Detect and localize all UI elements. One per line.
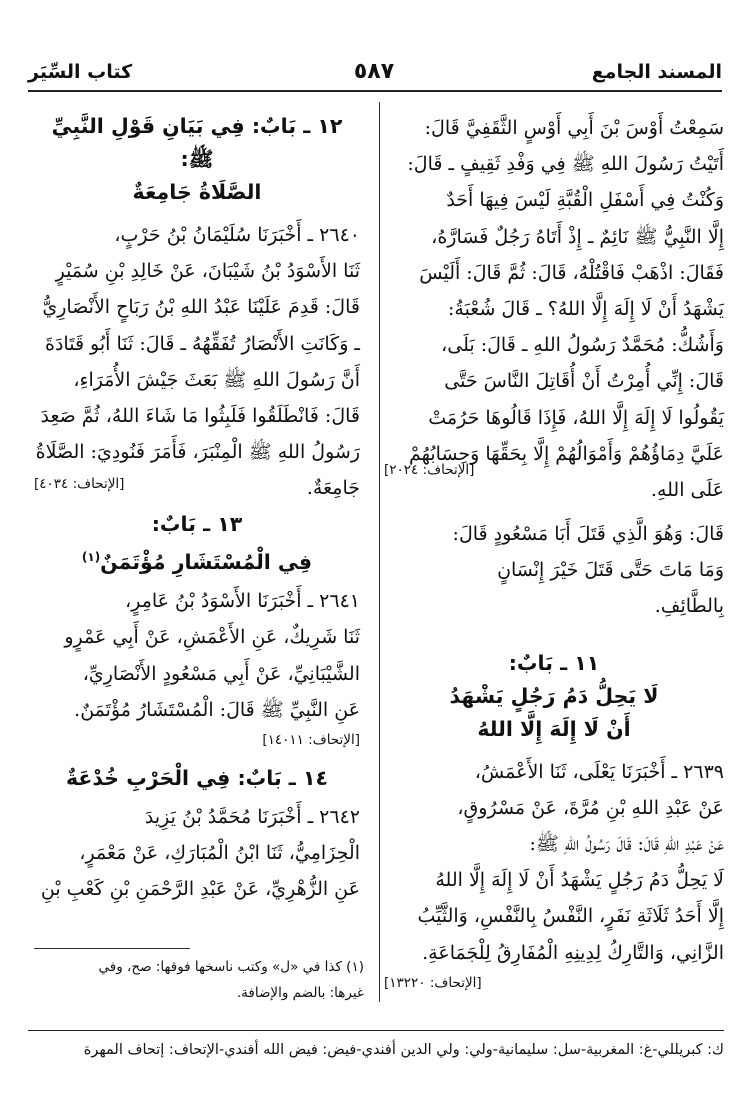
text-line: ٢٦٤٢ ـ أَخْبَرَنَا مُحَمَّدُ بْنُ يَزِيدَ [144, 806, 360, 829]
text-line: قَالَ: قَدِمَ عَلَيْنَا عَبْدُ اللهِ بْنُ رَبَاحٍ الأَنْصَارِيُّ [42, 296, 360, 319]
ithaf-reference: [الإتحاف: ٢٠٢٤] [384, 462, 475, 479]
text-line: عَنِ الزُّهْرِيِّ، عَنْ عَبْدِ الرَّحْمَنِ بْنِ كَعْبِ بْنِ [40, 878, 360, 901]
text-line: أَتَيْتُ رَسُولَ اللهِ ﷺ فِي وَفْدِ ثَقِيفٍ ـ قَالَ: [407, 153, 724, 176]
chapter-title: أَنْ لَا إِلَهَ إِلَّا اللهُ [477, 716, 631, 741]
header-rule [28, 90, 722, 92]
footnote-line: غيرها: بالضم والإضافة. [236, 985, 364, 1001]
text-line: سَمِعْتُ أَوْسَ بْنَ أَبِي أَوْسٍ الثَّقَفِيَّ قَالَ: [424, 117, 724, 139]
chapter-14-heading [34, 762, 360, 795]
text-line: عَنْ عَبْدِ اللهِ قَالَ: قَالَ رَسُولُ اللهِ ﷺ: [529, 833, 724, 856]
last-line-with-ref [34, 470, 360, 506]
hadith-2640 [34, 217, 360, 506]
footnote-marker: (١) [81, 550, 101, 565]
text-line: فَقَالَ: اذْهَبْ فَاقْتُلْهُ، قَالَ: ثُمَّ قَالَ: أَلَيْسَ [419, 261, 724, 284]
ithaf-reference: [الإتحاف: ١٣٢٢٠] [384, 974, 482, 991]
chapter-title: لَا يَحِلُّ دَمُ رَجُلٍ يَشْهَدُ [449, 683, 659, 708]
text-line: ثَنَا شَرِيكٌ، عَنِ الأَعْمَشِ، عَنْ أَبِي عَمْرٍو [64, 626, 360, 649]
text-line: قَالَ: فَانْطَلَقُوا فَلَبِثُوا مَا شَاءَ اللهُ، ثُمَّ صَعِدَ [40, 405, 360, 428]
page-number: ٥٨٧ [353, 59, 395, 84]
section-title: كتاب السِّيَر [28, 61, 133, 83]
chapter-number: ١١ ـ بَابٌ: [508, 650, 600, 675]
text-line: وَأَشُكُّ: مُحَمَّدٌ رَسُولُ اللهِ ـ قَالَ: بَلَى، [441, 334, 724, 357]
text-line: جَامِعَةٌ. [306, 477, 360, 500]
text-line: قَالَ: وَهُوَ الَّذِي قَتَلَ أَبَا مَسْعُودٍ قَالَ: [452, 523, 724, 546]
footnote [34, 954, 364, 1006]
text-line: الْحِزَامِيُّ، ثَنَا ابْنُ الْمُبَارَكِ، عَنْ مَعْمَرٍ، [79, 842, 360, 865]
text-line: عَلَى اللهِ. [650, 479, 724, 502]
hadith-2641 [34, 583, 360, 750]
text-line: يَشْهَدُ أَنْ لَا إِلَهَ إِلَّا اللهُ؟ ـ قَالَ شُعْبَةُ: [447, 298, 724, 321]
text-line: إِلَّا أَحَدُ ثَلَاثَةِ نَفَرٍ، النَّفْسُ بِالنَّفْسِ، وَالثَّيِّبُ [417, 905, 724, 928]
text-line: عَنِ النَّبِيِّ ﷺ قَالَ: الْمُسْتَشَارُ مُؤْتَمَنٌ. [74, 698, 360, 721]
column-separator [379, 102, 380, 1002]
text-line: ـ وَكَانَتِ الأَنْصَارُ تُفَقِّهُهُ ـ قَالَ: ثَنَا أَبُو قَتَادَةَ [45, 332, 360, 355]
text-line: وَكُنْتُ فِي أَسْفَلِ الْقُبَّةِ لَيْسَ فِيهَا أَحَدٌ [446, 189, 724, 212]
text-line: ٢٦٤٠ ـ أَخْبَرَنَا سُلَيْمَانُ بْنُ حَرْبٍ، [114, 224, 360, 246]
text-line: قَالَ: إِنِّي أُمِرْتُ أَنْ أُقَاتِلَ النَّاسَ حَتَّى [444, 370, 724, 393]
text-line: لَا يَحِلُّ دَمُ رَجُلٍ يَشْهَدُ أَنْ لَا إِلَهَ إِلَّا اللهُ [435, 869, 724, 892]
chapter-11-heading [384, 647, 724, 746]
hadith-continuation [384, 110, 724, 508]
chapter-13-heading [34, 508, 360, 579]
text-line: رَسُولُ اللهِ ﷺ الْمِنْبَرَ، فَأَمَرَ فَنُودِيَ: الصَّلَاةُ [35, 441, 360, 464]
chapter-title [34, 541, 360, 579]
text-line: عَنْ عَبْدِ اللهِ بْنِ مُرَّةَ، عَنْ مَسْرُوقٍ، [457, 796, 724, 819]
footnote-rule [34, 948, 190, 949]
text-line: عَلَيَّ دِمَاؤُهُمْ وَأَمْوَالُهُمْ إِلَّا بِحَقِّهَا وَحِسَابُهُمْ [408, 442, 724, 465]
text-line: ٢٦٣٩ ـ أَخْبَرَنَا يَعْلَى، ثَنَا الأَعْمَشُ، [474, 760, 724, 783]
abbreviation-legend: ك: كبريللي-غ: المغربية-سل: سليمانية-ولي: ولي الدين أفندي-فيض: فيض الله أفندي-الإتحاف: إتحاف المهرة [83, 1042, 724, 1058]
ithaf-reference: [الإتحاف: ١٤٠١١] [262, 732, 360, 749]
left-column [34, 110, 360, 908]
quote-block [384, 516, 724, 625]
last-line-with-ref [384, 462, 724, 508]
text-line: الشَّيْبَانِيِّ، عَنْ أَبِي مَسْعُودٍ الأَنْصَارِيِّ، [82, 662, 360, 685]
footer-rule [28, 1030, 724, 1031]
text-line: وَمَا مَاتَ حَتَّى قَتَلَ خَيْرَ إِنْسَانٍ [497, 559, 724, 582]
right-column [384, 110, 724, 993]
text-line: أَنَّ رَسُولَ اللهِ ﷺ بَعَثَ جَيْشَ الأُمَرَاءِ، [73, 368, 360, 391]
chapter-title: ١٢ ـ بَابٌ: فِي بَيَانِ قَوْلِ النَّبِيِّ ﷺ: [51, 114, 343, 171]
text-line: ٢٦٤١ ـ أَخْبَرَنَا الأَسْوَدُ بْنُ عَامِرٍ، [125, 590, 360, 613]
hadith-2642 [34, 799, 360, 908]
chapter-12-heading [34, 110, 360, 209]
ithaf-reference: [الإتحاف: ٤٠٣٤] [34, 476, 125, 493]
hadith-2639 [384, 754, 724, 993]
book-title: المسند الجامع [591, 61, 722, 83]
text-line: بِالطَّائِفِ. [654, 595, 724, 618]
text-line: يَقُولُوا لَا إِلَهَ إِلَّا اللهُ، فَإِذَا قَالُوهَا حَرُمَتْ [428, 406, 724, 429]
chapter-title: ١٤ ـ بَابٌ: فِي الْحَرْبِ خُدْعَةٌ [66, 766, 328, 791]
footnote-line: (١) كذا في «ل» وكتب ناسخها فوقها: صح، وفي [98, 959, 364, 975]
chapter-number: ١٣ ـ بَابٌ: [151, 512, 243, 537]
text-line: ثَنَا الأَسْوَدُ بْنُ شَيْبَانَ، عَنْ خَالِدِ بْنِ سُمَيْرٍ [55, 260, 360, 283]
text-line: الزَّانِي، وَالتَّارِكُ لِدِينِهِ الْمُفَارِقُ لِلْجَمَاعَةِ. [422, 941, 724, 964]
text-line: إِلَّا النَّبِيُّ ﷺ نَائِمٌ ـ إِذْ أَتَاهُ رَجُلٌ فَسَارَّهُ، [431, 225, 724, 248]
chapter-title: الصَّلَاةُ جَامِعَةٌ [132, 180, 262, 204]
chapter-title-text: فِي الْمُسْتَشَارِ مُؤْتَمَنٌ [100, 550, 313, 575]
